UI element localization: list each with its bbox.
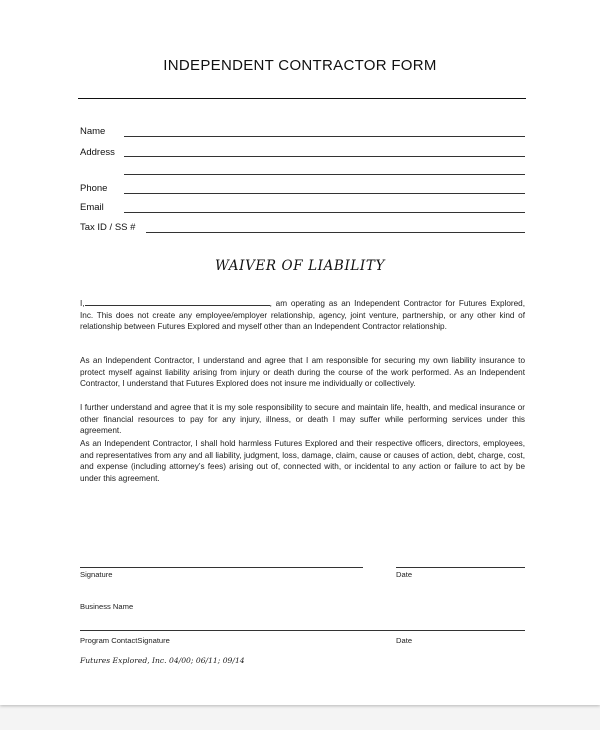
paragraph-1-text: , am operating as an Independent Contractor for Futures Explored, Inc. This does not create any employee/employer relationship, agency, joint venture, partnership, or any other kind of relationship between Futures Explored and myself other than an Independent Contractor relationship. (80, 299, 525, 332)
paragraph-3: I further understand and agree that it is my sole responsibility to secure and maintain life, health, and medical insurance or other financial resources to pay for any injury, illness, or death I may suffer while performing services under this agreement. (80, 403, 525, 436)
contractor-name-blank[interactable] (85, 297, 270, 306)
date-line[interactable] (396, 567, 525, 568)
email-field[interactable] (124, 212, 525, 213)
phone-label: Phone (80, 183, 108, 194)
tax-id-label: Tax ID / SS # (80, 222, 136, 233)
signature-label: Signature (80, 570, 113, 579)
phone-field[interactable] (124, 193, 525, 194)
form-title: INDEPENDENT CONTRACTOR FORM (163, 57, 437, 74)
business-name-label: Business Name (80, 602, 134, 611)
footer-revision: Futures Explored, Inc. 04/00; 06/11; 09/14 (80, 656, 245, 665)
address-field-line-2[interactable] (124, 174, 525, 175)
paragraph-4: As an Independent Contractor, I shall hold harmless Futures Explored and their respective officers, directors, employees, and representatives from any and all liability, judgment, loss, damage, claim, cause or causes of action, debt, charge, cost, and expense (including attorney’s fees) arising out of, connected with, or incidental to any action or failure to act by be under this agreement. (80, 439, 525, 483)
paragraph-1-prefix: I, (80, 299, 85, 308)
name-field[interactable] (124, 136, 525, 137)
address-label: Address (80, 147, 115, 158)
program-contact-label: Program ContactSignature (80, 636, 170, 645)
name-label: Name (80, 126, 106, 137)
date2-label: Date (396, 636, 413, 645)
waiver-heading: WAIVER OF LIABILITY (215, 258, 385, 274)
email-label: Email (80, 202, 104, 213)
tax-id-field[interactable] (146, 232, 525, 233)
paragraph-2: As an Independent Contractor, I understand and agree that I am responsible for securing my own liability insurance to protect myself against liability arising from injury or death during the course of the work performed. As an Independent Contractor, I understand that Futures Explored does not insure me individually or collectively. (80, 356, 525, 389)
date2-line[interactable] (396, 630, 525, 631)
address-field-line-1[interactable] (124, 156, 525, 157)
signature-line[interactable] (80, 567, 363, 568)
title-divider (78, 98, 526, 99)
date-label: Date (396, 570, 413, 579)
paragraph-1 (80, 297, 525, 333)
